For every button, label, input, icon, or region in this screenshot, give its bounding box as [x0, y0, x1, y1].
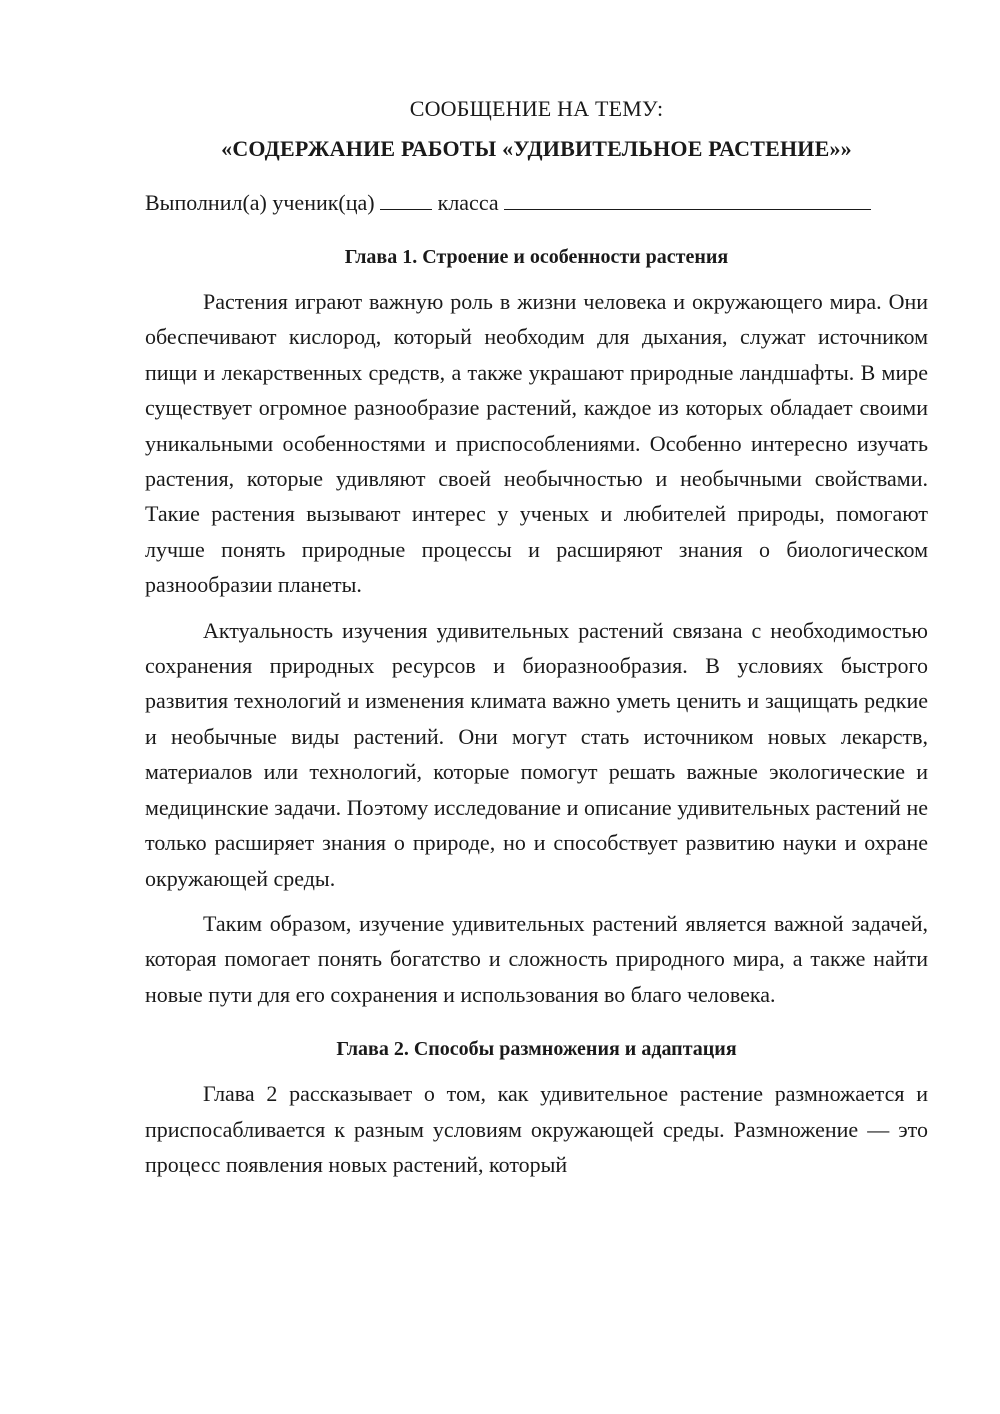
chapter-1-heading: Глава 1. Строение и особенности растения	[344, 246, 729, 268]
chapter-1-paragraph-3: Таким образом, изучение удивительных растений является важной задачей, которая помогает понять богатство и сложность природного мира, а также найти новые пути для его сохранения и использования во благо человека.	[145, 910, 928, 1007]
author-label: Выполнил(а) ученик(ца)	[145, 190, 375, 215]
grade-blank-field[interactable]	[380, 187, 432, 210]
class-label: класса	[437, 190, 499, 215]
document-title-line-2: «СОДЕРЖАНИЕ РАБОТЫ «УДИВИТЕЛЬНОЕ РАСТЕНИЕ»»	[221, 136, 852, 161]
document-title-line-1: СООБЩЕНИЕ НА ТЕМУ:	[409, 96, 664, 121]
document-page	[145, 92, 928, 1192]
chapter-2-heading: Глава 2. Способы размножения и адаптация	[336, 1038, 737, 1061]
chapter-1-paragraph-2: Актуальность изучения удивительных растений связана с необходимостью сохранения природных ресурсов и биоразнообразия. В условиях быстрого развития технологий и изменения климата важно уметь ценить и защищать редкие и необычные виды растений. Они могут стать источником новых лекарств, материалов или технологий, которые помогут решать важные экологические и медицинские задачи. Поэтому исследование и описание удивительных растений не только расширяет знания о природе, но и способствует развитию науки и охране окружающей среды.	[145, 617, 928, 891]
chapter-1-paragraph-1: Растения играют важную роль в жизни человека и окружающего мира. Они обеспечивают кислород, который необходим для дыхания, служат источником пищи и лекарственных средств, а также украшают природные ландшафты. В мире существует огромное разнообразие растений, каждое из которых обладает своими уникальными особенностями и приспособлениями. Особенно интересно изучать растения, которые удивляют своей необычностью и необычными свойствами. Такие растения вызывают интерес у ученых и любителей природы, помогают лучше понять природные процессы и расширяют знания о биологическом разнообразии планеты.	[145, 289, 928, 598]
chapter-2-paragraph-1: Глава 2 рассказывает о том, как удивительное растение размножается и приспосабливается к разным условиям окружающей среды. Размножение — это процесс появления новых растений, который	[145, 1081, 928, 1177]
name-blank-field[interactable]	[504, 187, 871, 210]
author-line	[145, 186, 928, 220]
